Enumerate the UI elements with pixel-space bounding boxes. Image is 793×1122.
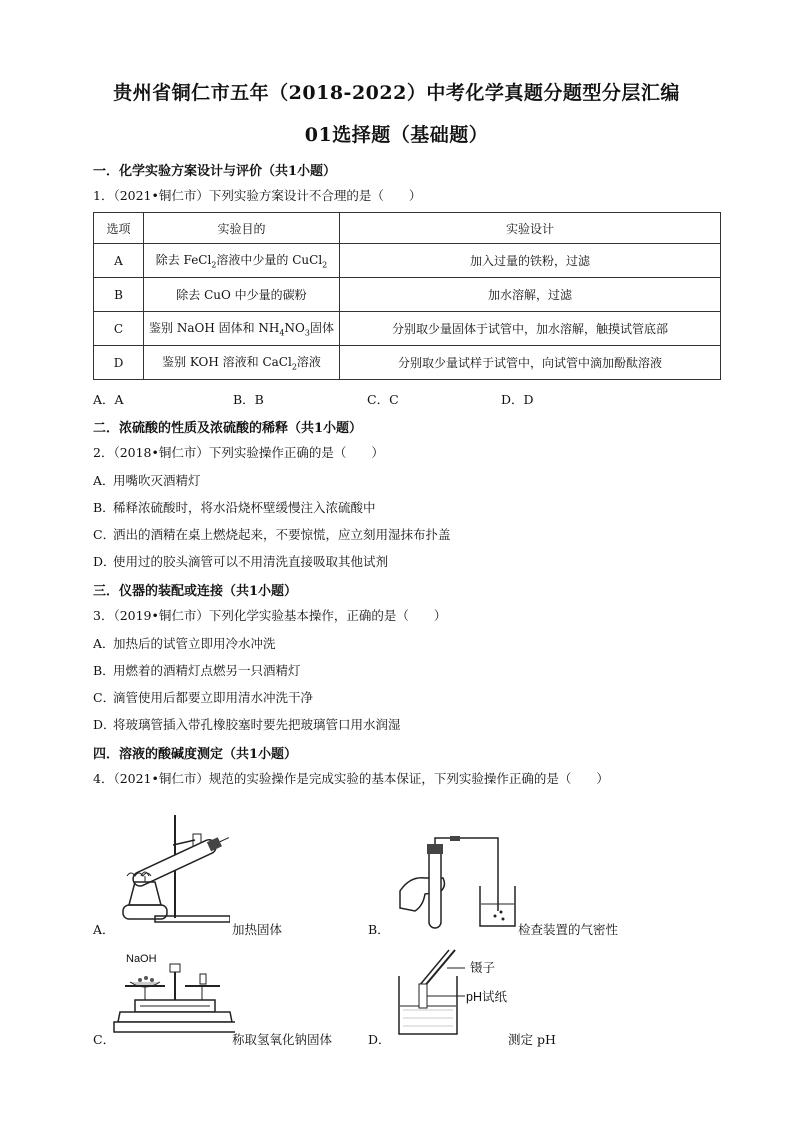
section-heading-3: 三．仪器的装配或连接（共1小题） <box>93 584 298 599</box>
figure-d-tag-tweezers: 镊子 <box>470 961 496 975</box>
figure-ph-test <box>395 948 465 1038</box>
question-4-stem: 4．（2021•铜仁市）规范的实验操作是完成实验的基本保证，下列实验操作正确的是（ ） <box>93 771 609 786</box>
question-3-option-c: C．滴管使用后都要立即用清水冲洗干净 <box>93 690 314 705</box>
question-2-stem: 2．（2018•铜仁市）下列实验操作正确的是（ ） <box>93 445 384 460</box>
table-cell-option: C <box>94 312 144 346</box>
table-cell-design: 加水溶解，过滤 <box>340 278 721 312</box>
figure-b-label: B． <box>368 922 390 937</box>
table-cell-design: 分别取少量试样于试管中，向试管中滴加酚酞溶液 <box>340 346 721 380</box>
figure-d-tag-ph-paper: pH试纸 <box>466 990 507 1004</box>
choice-d: D．D <box>501 392 534 407</box>
figure-a-label: A． <box>93 922 115 937</box>
table-header-option: 选项 <box>94 213 144 244</box>
figure-airtightness-check <box>395 836 520 931</box>
question-3-option-d: D．将玻璃管插入带孔橡胶塞时要先把玻璃管口用水润湿 <box>93 717 401 732</box>
question-2-option-b: B．稀释浓硫酸时，将水沿烧杯壁缓慢注入浓硫酸中 <box>93 500 376 515</box>
table-cell-goal: 鉴别 NaOH 固体和 $NH_4NO_3$固体 <box>144 312 340 346</box>
table-cell-design: 加入过量的铁粉，过滤 <box>340 244 721 278</box>
figure-c-tag-naoh: NaOH <box>126 953 157 965</box>
figure-d-label: D． <box>368 1032 391 1047</box>
section-heading-4: 四．溶液的酸碱度测定（共1小题） <box>93 747 298 762</box>
table-cell-option: D <box>94 346 144 380</box>
table-row <box>94 312 721 346</box>
table-cell-option: A <box>94 244 144 278</box>
figure-d-caption: 测定 pH <box>508 1032 556 1047</box>
table-header-design: 实验设计 <box>340 213 721 244</box>
table-cell-design: 分别取少量固体于试管中，加水溶解，触摸试管底部 <box>340 312 721 346</box>
table-row <box>94 346 721 380</box>
question-3-option-a: A．加热后的试管立即用冷水冲洗 <box>93 636 276 651</box>
question-2-option-c: C．洒出的酒精在桌上燃烧起来，不要惊慌，应立刻用湿抹布扑盖 <box>93 527 451 542</box>
page-subtitle: 01选择题（基础题） <box>304 124 489 146</box>
figure-c-caption: 称取氢氧化钠固体 <box>232 1032 333 1047</box>
table-cell-goal: 除去 FeCl$_2$溶液中少量的 CuCl$_2$ <box>144 244 340 278</box>
choice-b: B．B <box>233 392 264 407</box>
table-row <box>94 244 721 278</box>
figure-b-caption: 检查装置的气密性 <box>518 922 619 937</box>
table-header-goal: 实验目的 <box>144 213 340 244</box>
question-3-stem: 3．（2019•铜仁市）下列化学实验基本操作，正确的是（ ） <box>93 608 447 623</box>
question-3-option-b: B．用燃着的酒精灯点燃另一只酒精灯 <box>93 663 301 678</box>
table-cell-goal: 鉴别 KOH 溶液和 CaCl$_2$溶液 <box>144 346 340 380</box>
table-header-row <box>94 213 721 244</box>
question-1-choices <box>93 390 534 408</box>
section-heading-2: 二．浓硫酸的性质及浓硫酸的稀释（共1小题） <box>93 421 363 436</box>
question-2-option-a: A．用嘴吹灭酒精灯 <box>93 473 201 488</box>
figure-a-caption: 加热固体 <box>232 922 283 937</box>
question-1-table <box>93 212 721 380</box>
question-2-option-d: D．使用过的胶头滴管可以不用清洗直接吸取其他试剂 <box>93 554 389 569</box>
figure-heating-solid <box>115 810 230 925</box>
figure-c-label: C． <box>93 1032 116 1047</box>
table-cell-option: B <box>94 278 144 312</box>
table-row <box>94 278 721 312</box>
choice-a: A．A <box>93 392 124 407</box>
question-1-stem: 1．（2021•铜仁市）下列实验方案设计不合理的是（ ） <box>93 188 422 203</box>
section-heading-1: 一．化学实验方案设计与评价（共1小题） <box>93 164 337 179</box>
figure-balance-weighing <box>110 962 235 1042</box>
page-title: 贵州省铜仁市五年（2018-2022）中考化学真题分题型分层汇编 <box>113 82 680 104</box>
choice-c: C．C <box>367 392 399 407</box>
table-cell-goal: 除去 CuO 中少量的碳粉 <box>144 278 340 312</box>
